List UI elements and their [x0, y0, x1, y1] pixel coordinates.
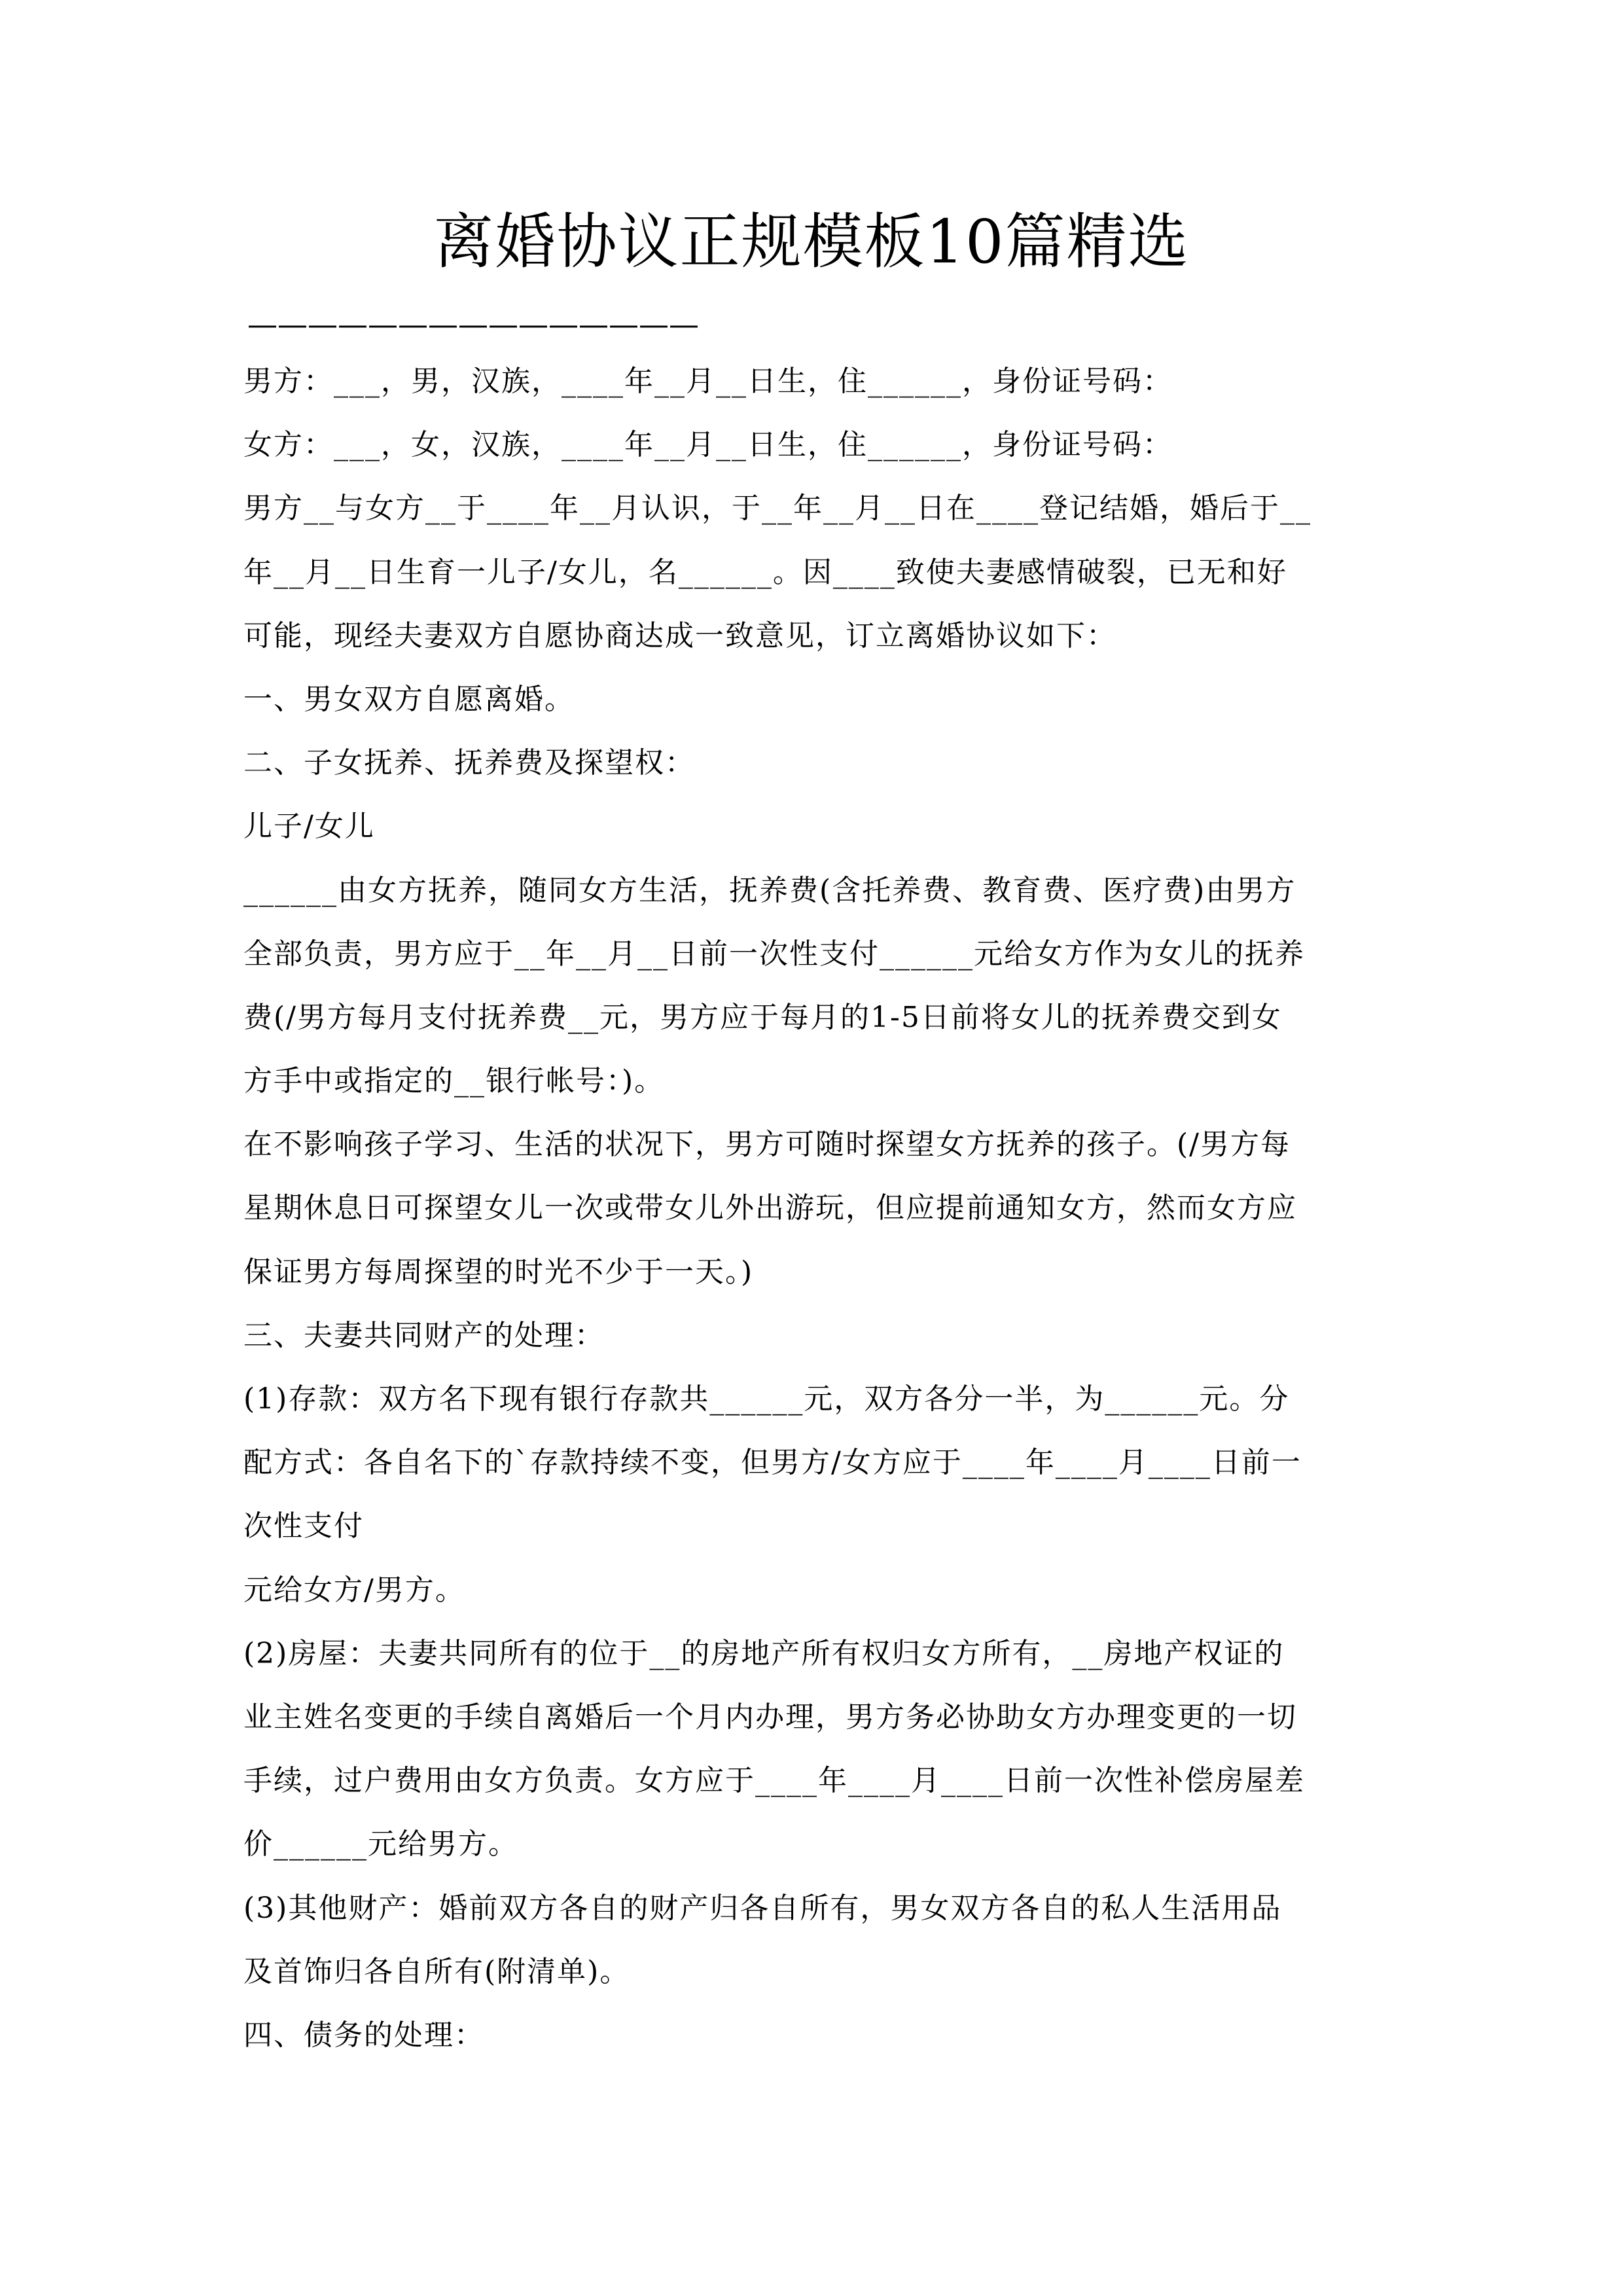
clause-3-house-line-3: 手续，过户费用由女方负责。女方应于____年____月____日前一次性补偿房屋差: [243, 1764, 1305, 1798]
clause-1-heading: 一、男女双方自愿离婚。: [243, 682, 575, 716]
clause-2-visitation-line-3: 保证男方每周探望的时光不少于一天。): [243, 1255, 754, 1289]
clause-3-house-line-2: 业主姓名变更的手续自离婚后一个月内办理，男方务必协助女方办理变更的一切: [243, 1700, 1297, 1734]
clause-2-heading: 二、子女抚养、抚养费及探望权：: [243, 746, 695, 780]
clause-3-other-line-1: (3)其他财产：婚前双方各自的财产归各自所有，男女双方各自的私人生活用品: [243, 1891, 1282, 1925]
party-male-info: 男方：___，男，汉族，____年__月__日生，住______，身份证号码：: [243, 365, 1173, 398]
clause-2-custody-line-1: ______由女方抚养，随同女方生活，抚养费(含托养费、教育费、医疗费)由男方: [243, 873, 1296, 907]
clause-2-custody-line-3: 费(/男方每月支付抚养费__元，男方应于每月的1-5日前将女儿的抚养费交到女: [243, 1000, 1282, 1034]
preamble-line-3: 可能，现经夫妻双方自愿协商达成一致意见，订立离婚协议如下：: [243, 619, 1116, 653]
document-title: 离婚协议正规模板10篇精选: [433, 207, 1190, 277]
clause-3-heading: 三、夫妻共同财产的处理：: [243, 1318, 605, 1352]
party-female-info: 女方：___，女，汉族，____年__月__日生，住______，身份证号码：: [243, 428, 1173, 462]
document-body: [243, 359, 1395, 2076]
clause-2-visitation-line-2: 星期休息日可探望女儿一次或带女儿外出游玩，但应提前通知女方，然而女方应: [243, 1191, 1297, 1225]
clause-4-heading: 四、债务的处理：: [243, 2018, 484, 2052]
clause-3-house-line-1: (2)房屋：夫妻共同所有的位于__的房地产所有权归女方所有，__房地产权证的: [243, 1636, 1285, 1670]
clause-2-child-label: 儿子/女儿: [243, 810, 375, 844]
clause-2-custody-line-4: 方手中或指定的__银行帐号：)。: [243, 1064, 665, 1098]
clause-3-deposit-line-1: (1)存款：双方名下现有银行存款共______元，双方各分一半，为______元。分: [243, 1382, 1290, 1416]
preamble-line-2: 年__月__日生育一儿子/女儿，名______。因____致使夫妻感情破裂，已无和好: [243, 555, 1287, 589]
clause-3-deposit-line-3: 次性支付: [243, 1509, 364, 1543]
clause-2-visitation-line-1: 在不影响孩子学习、生活的状况下，男方可随时探望女方抚养的孩子。(/男方每: [243, 1128, 1291, 1162]
clause-3-deposit-line-2: 配方式：各自名下的`存款持续不变，但男方/女方应于____年____月____日前一: [243, 1446, 1302, 1480]
title-underline-divider: ———————————————: [247, 306, 699, 342]
clause-3-house-line-4: 价______元给男方。: [243, 1827, 518, 1861]
clause-3-other-line-2: 及首饰归各自所有(附清单)。: [243, 1954, 630, 1988]
clause-3-deposit-line-4: 元给女方/男方。: [243, 1573, 465, 1607]
preamble-line-1: 男方__与女方__于____年__月认识，于__年__月__日在____登记结婚，婚后于__: [243, 492, 1311, 526]
clause-2-custody-line-2: 全部负责，男方应于__年__月__日前一次性支付______元给女方作为女儿的抚养: [243, 937, 1305, 971]
